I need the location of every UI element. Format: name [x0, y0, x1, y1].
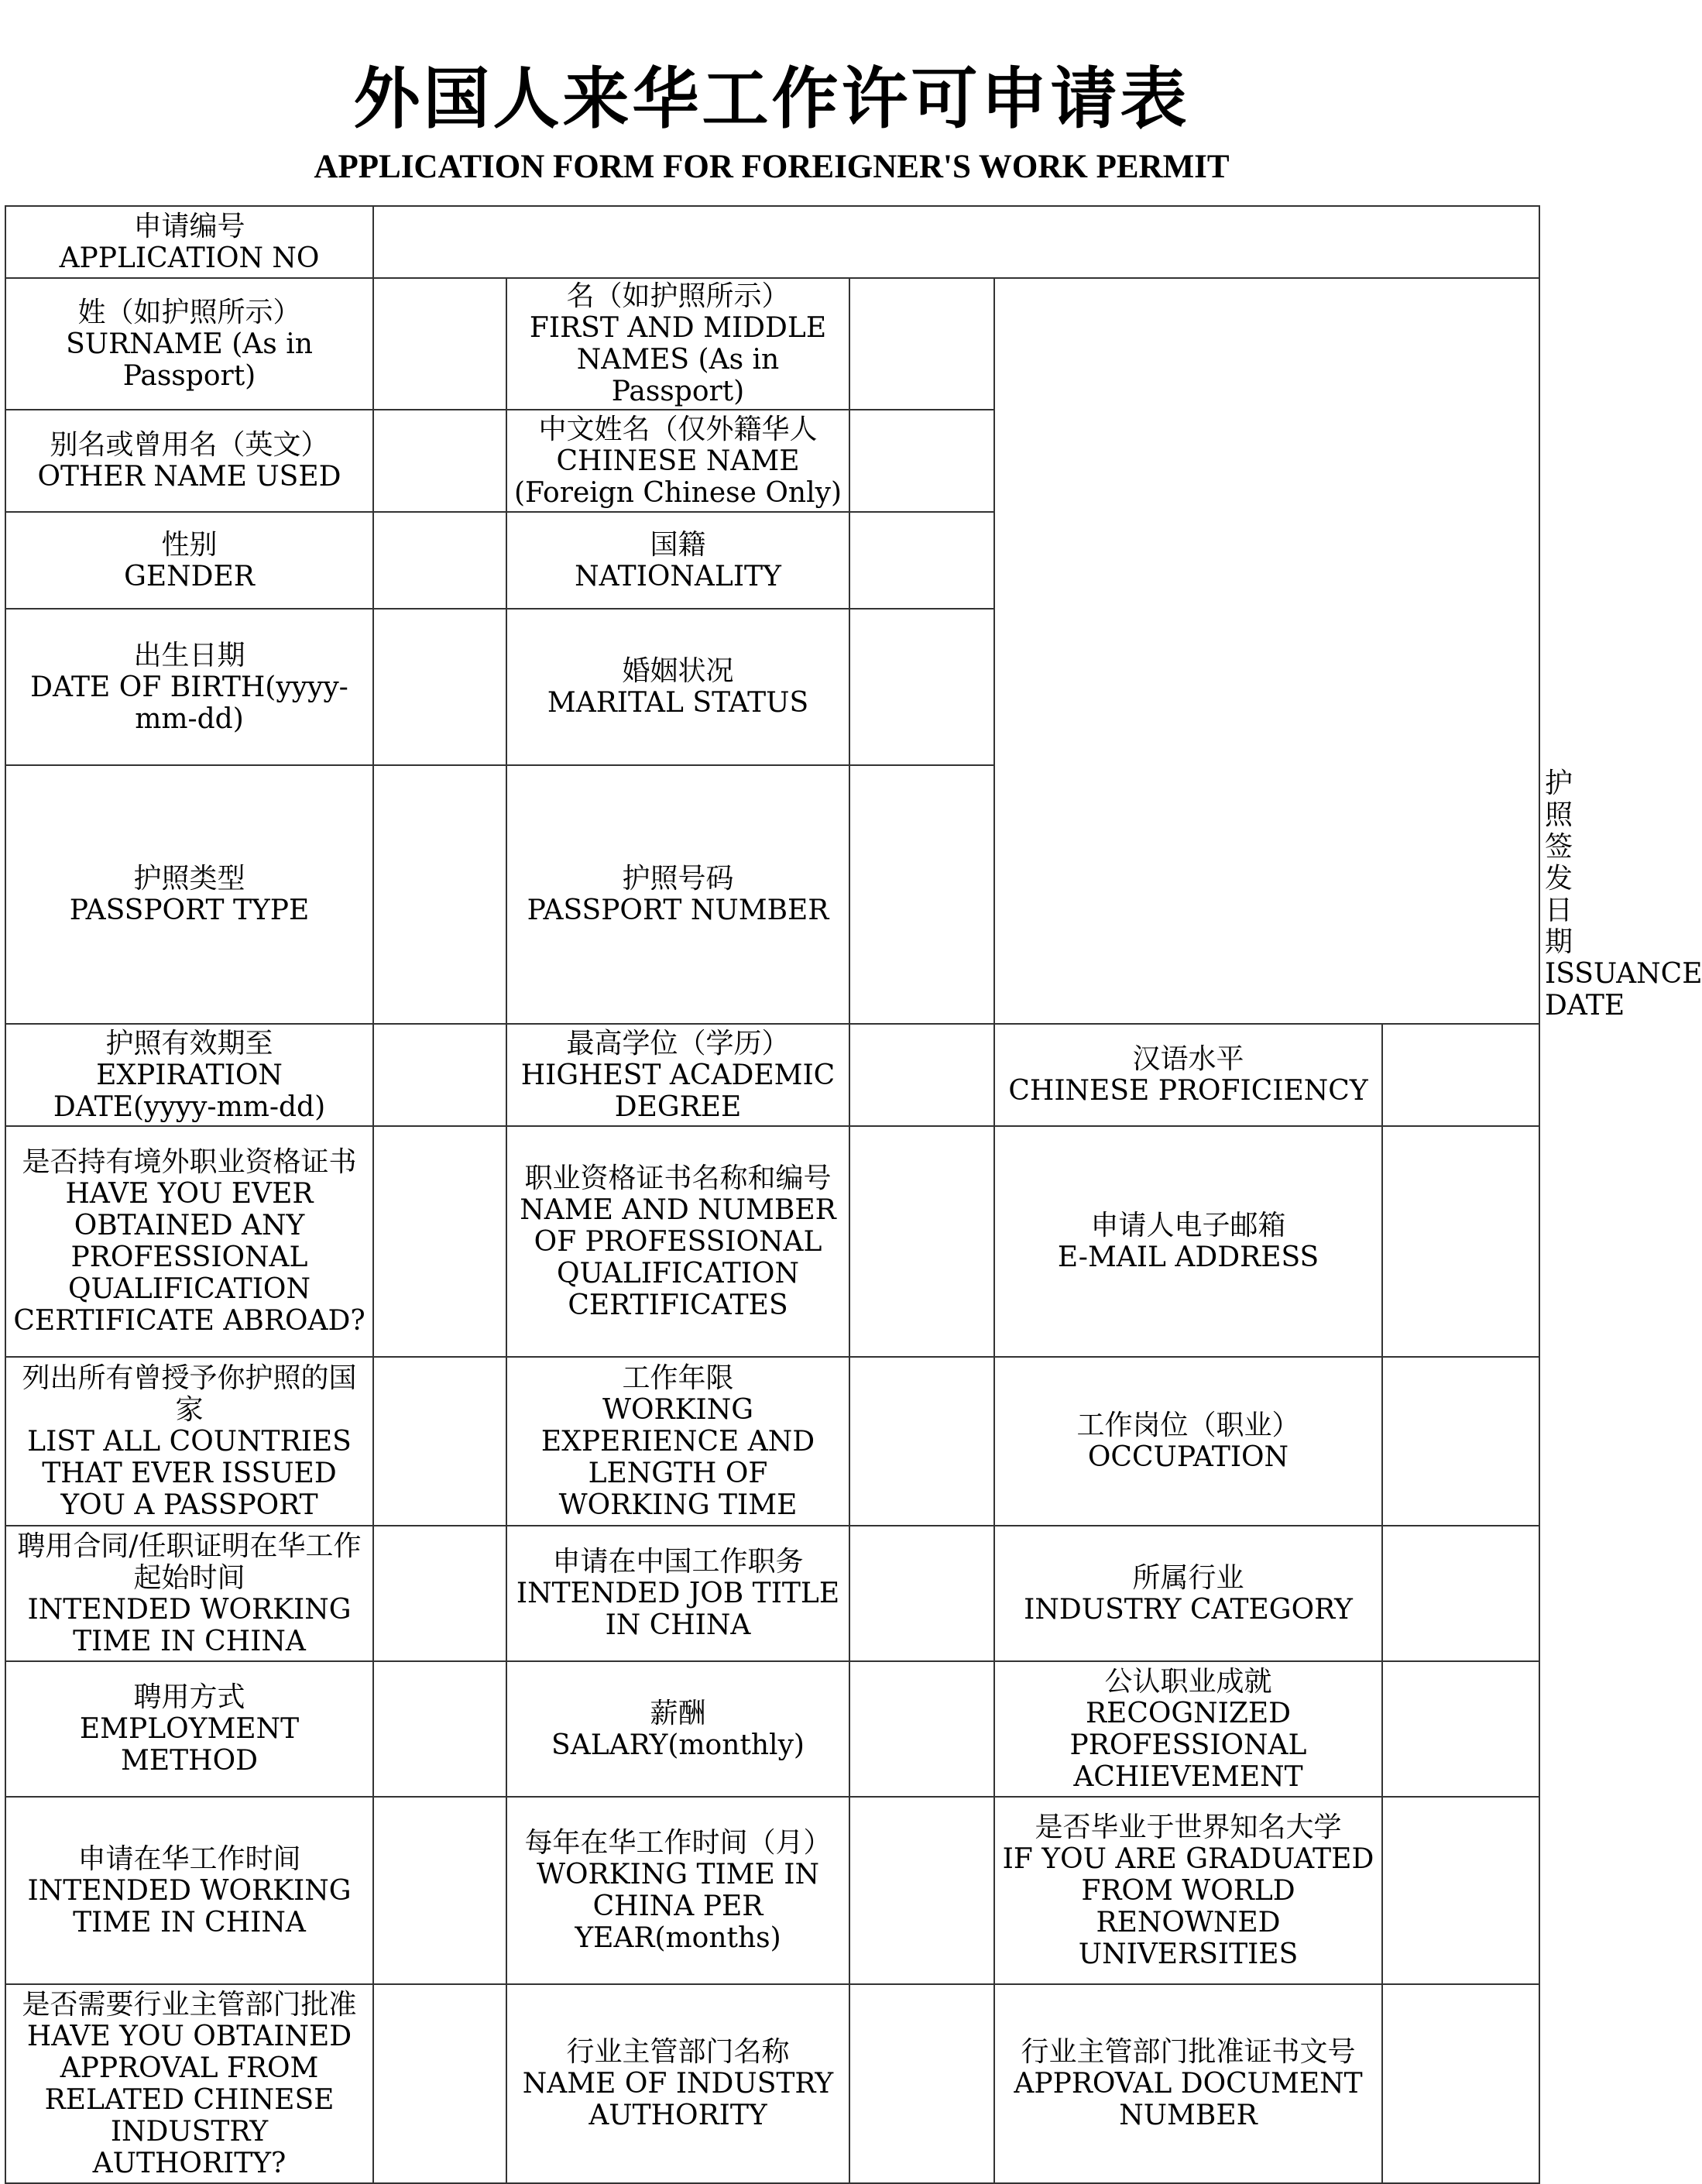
job-title-field[interactable] — [849, 1526, 994, 1661]
qualification-abroad-field[interactable] — [373, 1126, 506, 1357]
form-row — [5, 1526, 1539, 1661]
label-cn: 是否需要行业主管部门批准 — [22, 1988, 357, 2021]
label-cn: 所属行业 — [1132, 1561, 1244, 1594]
application-no-field[interactable] — [373, 206, 1539, 278]
application-form-table — [5, 205, 1702, 2184]
label-en: SURNAME (As in Passport) — [66, 328, 313, 392]
label-cn: 姓（如护照所示） — [77, 296, 301, 328]
label-cn: 职业资格证书名称和编号 — [524, 1162, 832, 1194]
label-en: INDUSTRY CATEGORY — [1024, 1593, 1353, 1626]
label-cn: 出生日期 — [133, 639, 245, 671]
dob-field[interactable] — [373, 609, 506, 765]
label-cn: 行业主管部门名称 — [566, 2036, 790, 2068]
academic-degree-label — [506, 1024, 849, 1126]
employment-method-label — [5, 1661, 373, 1797]
label-en: EXPIRATION DATE(yyyy-mm-dd) — [53, 1059, 326, 1123]
label-en: IF YOU ARE GRADUATED FROM WORLD RENOWNED UNIVERSITIES — [1002, 1842, 1374, 1970]
label-cn: 申请在中国工作职务 — [552, 1546, 804, 1578]
form-row — [5, 1357, 1539, 1526]
label-en: HAVE YOU EVER OBTAINED ANY PROFESSIONAL QUALIFICATION CERTIFICATE ABROAD? — [13, 1178, 365, 1337]
passport-number-label — [506, 765, 849, 1024]
marital-status-label — [506, 609, 849, 765]
time-per-year-field[interactable] — [849, 1797, 994, 1984]
achievement-field[interactable] — [1382, 1661, 1539, 1797]
label-en: INTENDED WORKING TIME IN CHINA — [27, 1874, 352, 1938]
qualification-name-label — [506, 1126, 849, 1357]
label-en: GENDER — [124, 560, 255, 592]
first-name-label — [506, 278, 849, 410]
approval-needed-label — [5, 1984, 373, 2183]
form-row — [5, 278, 1539, 410]
industry-label — [994, 1526, 1382, 1661]
label-en: NAME OF INDUSTRY AUTHORITY — [522, 2068, 834, 2131]
expiration-date-label — [5, 1024, 373, 1126]
label-cn: 国籍 — [650, 528, 706, 561]
job-title-label — [506, 1526, 849, 1661]
label-en: HAVE YOU OBTAINED APPROVAL FROM RELATED CHINESE INDUSTRY AUTHORITY? — [26, 2020, 352, 2179]
gender-field[interactable] — [373, 512, 506, 609]
label-cn: 名（如护照所示） — [566, 280, 790, 312]
application-no-label — [5, 206, 373, 278]
label-cn: 是否持有境外职业资格证书 — [22, 1146, 357, 1178]
renowned-university-label — [994, 1797, 1382, 1984]
label-cn: 每年在华工作时间（月） — [524, 1827, 832, 1859]
label-cn: 薪酬 — [650, 1697, 706, 1729]
form-row — [5, 206, 1539, 278]
gender-label — [5, 512, 373, 609]
label-cn: 申请在华工作时间 — [77, 1842, 301, 1875]
occupation-label — [994, 1357, 1382, 1526]
label-en: INTENDED JOB TITLE IN CHINA — [516, 1578, 840, 1641]
label-cn: 行业主管部门批准证书文号 — [1021, 2036, 1356, 2068]
passport-type-label — [5, 765, 373, 1024]
form-row: 护照类型 PASSPORT TYPE 护照号码 PASSPORT NUMBER 护照签发日期 ISSUANCE DATE — [5, 765, 1539, 1024]
label-cn: 申请编号 — [133, 210, 245, 242]
nationality-label — [506, 512, 849, 609]
label-cn: 婚姻状况 — [622, 655, 734, 687]
label-en: APPLICATION NO — [59, 242, 320, 274]
label-en: PASSPORT NUMBER — [527, 895, 829, 926]
label-en: OTHER NAME USED — [37, 461, 341, 493]
working-experience-field[interactable] — [849, 1357, 994, 1526]
expiration-date-field[interactable] — [373, 1024, 506, 1126]
form-row — [5, 1661, 1539, 1797]
qualification-abroad-label — [5, 1126, 373, 1357]
intended-time-field[interactable] — [373, 1797, 506, 1984]
label-en: OCCUPATION — [1087, 1441, 1289, 1473]
authority-name-label — [506, 1984, 849, 2183]
label-cn: 护照有效期至 — [105, 1027, 273, 1059]
label-cn: 最高学位（学历） — [566, 1027, 790, 1059]
employment-method-field[interactable] — [373, 1661, 506, 1797]
academic-degree-field[interactable] — [849, 1024, 994, 1126]
label-cn: 工作岗位（职业） — [1076, 1410, 1300, 1441]
form-row — [5, 1126, 1539, 1357]
other-name-field[interactable] — [373, 410, 506, 512]
form-row — [5, 1797, 1539, 1984]
salary-label — [506, 1661, 849, 1797]
label-en: LIST ALL COUNTRIES THAT EVER ISSUED YOU A PASSPORT — [27, 1425, 352, 1521]
label-en: HIGHEST ACADEMIC DEGREE — [520, 1059, 836, 1123]
form-row — [5, 1984, 1539, 2183]
intended-time-label — [5, 1797, 373, 1984]
approval-needed-field[interactable] — [373, 1984, 506, 2183]
label-en: RECOGNIZED PROFESSIONAL ACHIEVEMENT — [1069, 1697, 1307, 1793]
label-en: WORKING TIME IN CHINA PER YEAR(months) — [537, 1859, 819, 1954]
label-en: INTENDED WORKING TIME IN CHINA — [27, 1593, 352, 1657]
other-name-label — [5, 410, 373, 512]
label-en: EMPLOYMENT METHOD — [79, 1713, 300, 1777]
label-cn: 别名或曾用名（英文） — [50, 429, 329, 461]
working-experience-label — [506, 1357, 849, 1526]
label-cn: 中文姓名（仅外籍华人 — [538, 413, 818, 445]
countries-label — [5, 1357, 373, 1526]
label-en: NATIONALITY — [575, 560, 781, 592]
chinese-name-label — [506, 410, 849, 512]
label-cn: 工作年限 — [622, 1362, 734, 1394]
chinese-proficiency-field[interactable] — [1382, 1024, 1539, 1126]
label-cn: 公认职业成就 — [1104, 1665, 1272, 1698]
form-row — [5, 1024, 1539, 1126]
label-en: NAME AND NUMBER OF PROFESSIONAL QUALIFICATION CERTIFICATES — [520, 1193, 836, 1321]
label-cn: 申请人电子邮箱 — [1090, 1210, 1286, 1241]
countries-field[interactable] — [373, 1357, 506, 1526]
authority-name-field[interactable] — [849, 1984, 994, 2183]
approval-number-label — [994, 1984, 1382, 2183]
label-cn: 性别 — [161, 528, 218, 561]
marital-status-field[interactable] — [849, 609, 994, 765]
chinese-name-field[interactable] — [849, 410, 994, 512]
label-cn: 是否毕业于世界知名大学 — [1035, 1811, 1342, 1843]
surname-label — [5, 278, 373, 410]
nationality-field[interactable] — [849, 512, 994, 609]
label-cn: 聘用方式 — [133, 1681, 245, 1713]
label-en: WORKING EXPERIENCE AND LENGTH OF WORKING TIME — [540, 1393, 815, 1521]
industry-field[interactable] — [1382, 1526, 1539, 1661]
label-en: CHINESE PROFICIENCY — [1008, 1075, 1368, 1107]
first-name-field[interactable] — [849, 278, 994, 410]
photo-area — [994, 278, 1539, 1024]
form-title-chinese: 外国人来华工作许可申请表 — [353, 60, 1190, 138]
renowned-university-field[interactable] — [1382, 1797, 1539, 1984]
label-cn: 护照类型 — [133, 863, 245, 895]
chinese-proficiency-label — [994, 1024, 1382, 1126]
qualification-name-field[interactable] — [849, 1126, 994, 1357]
passport-type-field[interactable] — [373, 765, 506, 1024]
passport-number-field[interactable] — [849, 765, 994, 1024]
contract-start-label — [5, 1526, 373, 1661]
form-title-english: APPLICATION FORM FOR FOREIGNER'S WORK PERMIT — [314, 149, 1230, 185]
occupation-field[interactable] — [1382, 1357, 1539, 1526]
label-cn: 列出所有曾授予你护照的国 家 — [22, 1362, 357, 1426]
label-en: SALARY(monthly) — [551, 1729, 805, 1761]
time-per-year-label — [506, 1797, 849, 1984]
label-en: FIRST AND MIDDLE NAMES (As in Passport) — [529, 312, 827, 407]
label-cn: 汉语水平 — [1132, 1043, 1244, 1075]
label-cn: 护照号码 — [622, 863, 734, 895]
label-en: APPROVAL DOCUMENT NUMBER — [1014, 2068, 1363, 2131]
label-en: PASSPORT TYPE — [69, 895, 310, 926]
label-en: MARITAL STATUS — [547, 687, 809, 719]
achievement-label — [994, 1661, 1382, 1797]
approval-number-field[interactable] — [1382, 1984, 1539, 2183]
contract-start-field[interactable] — [373, 1526, 506, 1661]
label-en: CHINESE NAME (Foreign Chinese Only) — [514, 445, 842, 509]
label-en: E-MAIL ADDRESS — [1057, 1241, 1319, 1273]
email-label — [994, 1126, 1382, 1357]
label-cn: 聘用合同/任职证明在华工作起始时间 — [17, 1530, 362, 1594]
surname-field[interactable] — [373, 278, 506, 410]
email-field[interactable] — [1382, 1126, 1539, 1357]
salary-field[interactable] — [849, 1661, 994, 1797]
label-en: DATE OF BIRTH(yyyy-mm-dd) — [30, 671, 348, 735]
dob-label — [5, 609, 373, 765]
